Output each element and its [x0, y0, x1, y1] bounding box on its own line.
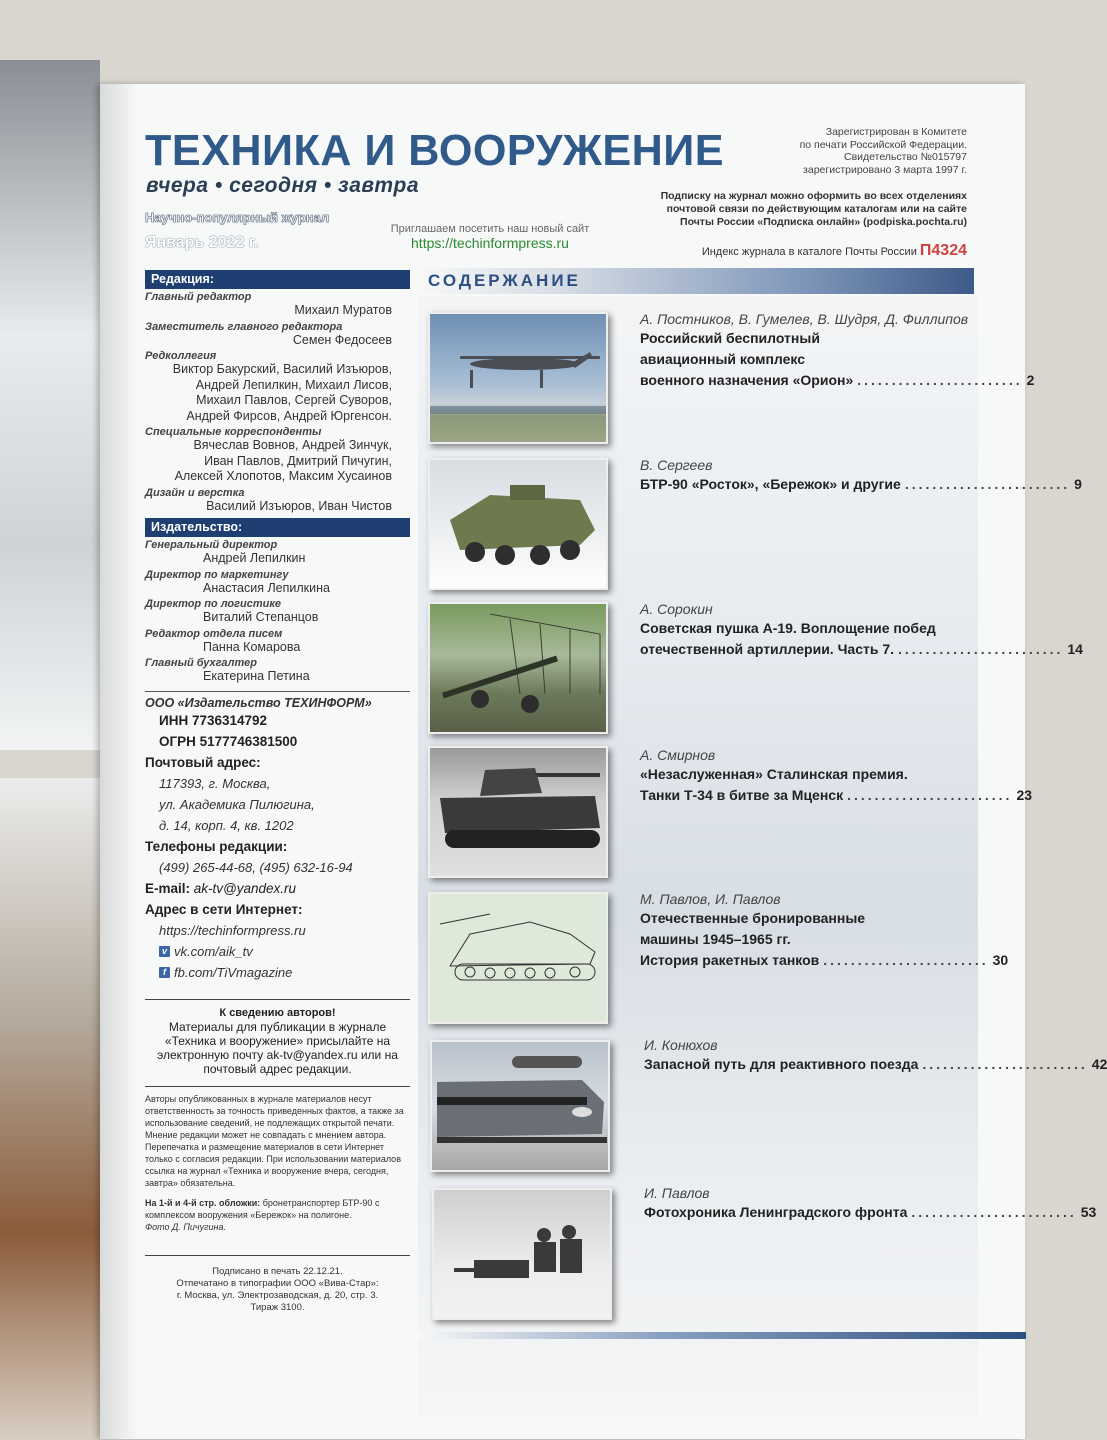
tank-illustration	[430, 748, 606, 876]
bottom-bar	[418, 1332, 1026, 1339]
correspondents-role: Специальные корреспонденты	[145, 426, 322, 438]
invite-text: Приглашаем посетить наш новый сайт	[390, 223, 590, 235]
vk-row	[159, 941, 410, 962]
entry-title: отечественной артиллерии. Часть 7.	[640, 641, 895, 657]
registration-line: Зарегистрирован в Комитете	[825, 126, 967, 138]
entry-author: А. Постников, В. Гумелев, В. Шудря, Д. Филлипов	[640, 311, 969, 327]
company-name: ООО «Издательство ТЕХИНФОРМ»	[145, 695, 372, 710]
entry-title: Фотохроника Ленинградского фронта	[644, 1204, 908, 1220]
entry-page: 14	[1067, 641, 1083, 657]
correspondents-names: Иван Павлов, Дмитрий Пичугин,	[204, 453, 392, 468]
entry-title-last	[640, 639, 1083, 660]
letters-role: Редактор отдела писем	[145, 627, 283, 640]
issue-date: Январь 2022 г.	[145, 234, 259, 251]
letters-name: Панна Комарова	[203, 639, 301, 654]
email-link[interactable]: ak-tv@yandex.ru	[193, 880, 297, 896]
toc-entry-2[interactable]	[640, 456, 1082, 495]
logistics-name: Виталий Степанцов	[203, 610, 319, 624]
board-role: Редколлегия	[145, 350, 217, 362]
phones-value: (499) 265-44-68, (495) 632-16-94	[159, 859, 353, 875]
entry-page: 30	[992, 952, 1009, 968]
drone-illustration	[430, 314, 606, 442]
thumb-rocket-tank	[428, 892, 608, 1024]
gd-role: Генеральный директор	[145, 539, 278, 551]
entry-page: 53	[1080, 1204, 1097, 1220]
chief-editor-name: Михаил Муратов	[294, 303, 392, 317]
entry-page: 42	[1091, 1056, 1107, 1072]
toc-entry-1[interactable]	[640, 310, 1035, 391]
design-names: Василий Изъюров, Иван Чистов	[206, 498, 392, 513]
disclaimer: Авторы опубликованных в журнале материалов несут ответственность за точность приведенных фактов, а также за использование сведений, не подлежащих открытой печати. Мнение редакции может не совпадать с мнением автора. Перепечатка и размещение материалов в сети Интернет только с согласия редакции. При использовании материалов ссылка на журнал «Техника и вооружение вчера, сегодня, завтра» обязательна.	[145, 1093, 404, 1188]
entry-page: 2	[1026, 372, 1035, 388]
toc-entry-4[interactable]	[640, 746, 1033, 806]
entry-title: Танки Т-34 в битве за Мценск	[640, 787, 844, 803]
gd-name: Андрей Лепилкин	[203, 551, 306, 565]
thumb-a19-gun	[428, 602, 608, 734]
fb-link[interactable]: fb.com/TiVmagazine	[174, 964, 293, 980]
entry-title-line: Советская пушка А-19. Воплощение побед	[640, 620, 936, 636]
cover-photo-credit: Фото Д. Пичугина.	[145, 1221, 226, 1232]
entry-title-last	[640, 474, 1082, 495]
authors-note-title: К сведению авторов!	[219, 1006, 336, 1019]
catalog-index	[567, 242, 967, 260]
facebook-icon: f	[159, 967, 170, 978]
web-label: Адрес в сети Интернет:	[145, 901, 303, 917]
gun-illustration	[430, 604, 606, 732]
email-label: E-mail:	[145, 880, 191, 896]
printing-line: г. Москва, ул. Электрозаводская, д. 20, стр. 3.	[176, 1289, 379, 1301]
cover-note-text: бронетранспортер БТР-90 с комплексом вооружения «Бережок» на полигоне.	[145, 1197, 380, 1220]
toc-entry-6[interactable]	[644, 1036, 1107, 1075]
entry-author: И. Конюхов	[644, 1037, 718, 1053]
entry-page: 23	[1016, 787, 1033, 803]
correspondents-names: Алексей Хлопотов, Максим Хусаинов	[174, 469, 392, 483]
accountant-name: Екатерина Петина	[203, 669, 310, 683]
entry-page: 9	[1074, 476, 1082, 492]
registration-info	[637, 126, 967, 176]
fb-row	[159, 962, 410, 983]
thumb-t34	[428, 746, 608, 878]
magazine-title: ТЕХНИКА И ВООРУЖЕНИЕ	[145, 126, 724, 175]
postal-label: Почтовый адрес:	[145, 754, 261, 770]
logistics-role: Директор по логистике	[145, 598, 282, 610]
jet-train-illustration	[432, 1042, 608, 1170]
entry-title-last	[644, 1202, 1097, 1223]
thumb-leningrad	[432, 1188, 612, 1320]
leader-dots: ........................	[904, 476, 1071, 492]
entry-title-line: авиационный комплекс	[640, 351, 806, 367]
publisher-heading: Издательство:	[145, 518, 410, 537]
registration-line: зарегистрировано 3 марта 1997 г.	[803, 163, 967, 176]
deputy-editor-name: Семен Федосеев	[292, 332, 392, 347]
chief-editor-role: Главный редактор	[145, 291, 252, 303]
entry-title: БТР-90 «Росток», «Бережок» и другие	[640, 476, 901, 492]
board-names: Виктор Бакурский, Василий Изъюров,	[172, 362, 392, 376]
vk-link[interactable]: vk.com/aik_tv	[174, 943, 253, 959]
entry-title-line: машины 1945–1965 гг.	[640, 931, 791, 947]
leader-dots: ........................	[857, 372, 1023, 388]
adjacent-page-photo	[0, 60, 100, 1440]
printing-line: Подписано в печать 22.12.21.	[212, 1265, 343, 1277]
divider	[145, 691, 410, 692]
correspondents-names: Вячеслав Вовнов, Андрей Зинчук,	[193, 438, 392, 452]
photo-gap	[0, 750, 100, 778]
web-link[interactable]: https://techinformpress.ru	[159, 922, 306, 938]
postal-line: 117393, г. Москва,	[159, 775, 271, 791]
cover-note-label: На 1-й и 4-й стр. обложки:	[145, 1197, 261, 1208]
toc-header	[418, 268, 974, 294]
entry-title-line: Отечественные бронированные	[640, 910, 866, 926]
masthead	[145, 126, 724, 198]
marketing-role: Директор по маркетингу	[145, 568, 289, 581]
thumb-jet-train	[430, 1040, 610, 1172]
entry-author: А. Сорокин	[640, 601, 713, 617]
leader-dots: ........................	[847, 787, 1013, 803]
entry-author: А. Смирнов	[640, 747, 716, 763]
index-code: П4324	[919, 242, 967, 259]
authors-note-text: Материалы для публикации в журнале «Техника и вооружение» присылайте на электронную почту ak-tv@yandex.ru или на почтовый адрес редакции.	[157, 1019, 398, 1076]
accountant-role: Главный бухгалтер	[145, 657, 257, 669]
thumb-btr90	[428, 458, 608, 590]
entry-author: М. Павлов, И. Павлов	[640, 891, 781, 907]
toc-heading: СОДЕРЖАНИЕ	[428, 271, 581, 290]
leader-dots: ........................	[823, 952, 989, 968]
toc-entry-7[interactable]	[644, 1184, 1097, 1223]
subscription-line: почтовой связи по действующим каталогам или на сайте	[666, 203, 967, 215]
deputy-editor-role: Заместитель главного редактора	[145, 320, 343, 333]
magazine-page	[100, 84, 1107, 1439]
editorial-heading: Редакция:	[145, 270, 410, 289]
subscription-info	[607, 190, 967, 229]
site-url-link[interactable]: https://techinformpress.ru	[411, 235, 569, 251]
toc-entry-5[interactable]	[640, 890, 1009, 971]
btr-illustration	[430, 460, 606, 588]
entry-title-last	[644, 1054, 1107, 1075]
postal-line: ул. Академика Пилюгина,	[159, 796, 315, 812]
entry-author: И. Павлов	[644, 1185, 710, 1201]
printing-line: Отпечатано в типографии ООО «Вива-Стар»:	[176, 1277, 379, 1289]
magazine-subtitle: вчера • сегодня • завтра	[146, 174, 419, 197]
inn-value: ИНН 7736314792	[159, 712, 268, 728]
marketing-name: Анастасия Лепилкина	[203, 580, 330, 595]
printing-line: Тираж 3100.	[250, 1301, 305, 1313]
fine-print	[145, 1086, 410, 1233]
leader-dots: ........................	[898, 641, 1064, 657]
ogrn-value: ОГРН 5177746381500	[159, 733, 298, 749]
vk-icon: v	[159, 946, 170, 957]
entry-title: История ракетных танков	[640, 952, 820, 968]
entry-author: В. Сергеев	[640, 457, 713, 473]
entry-title-line: «Незаслуженная» Сталинская премия.	[640, 766, 908, 782]
subscription-line: Почты России «Подписка онлайн» (podpiska.pochta.ru)	[680, 216, 967, 228]
thumb-drone	[428, 312, 608, 444]
inn	[159, 710, 410, 731]
index-label: Индекс журнала в каталоге Почты России	[701, 246, 917, 258]
entry-title-last	[640, 370, 1035, 391]
postal-line: д. 14, корп. 4, кв. 1202	[159, 817, 294, 833]
board-names: Андрей Фирсов, Андрей Юргенсон.	[186, 408, 392, 423]
ogrn	[159, 731, 410, 752]
phones-label: Телефоны редакции:	[145, 838, 288, 854]
entry-title-line: Российский беспилотный	[640, 330, 820, 346]
subscription-line: Подписку на журнал можно оформить во всех отделениях	[660, 190, 967, 202]
email-row	[145, 878, 410, 899]
registration-line: Свидетельство №015797	[843, 151, 967, 163]
soldiers-illustration	[434, 1190, 610, 1318]
imprint-column	[145, 270, 410, 1314]
registration-line: по печати Российской Федерации.	[799, 138, 967, 151]
design-role: Дизайн и верстка	[145, 486, 245, 499]
leader-dots: ........................	[911, 1204, 1077, 1220]
rocket-tank-drawing	[430, 894, 606, 1022]
entry-title-last	[640, 785, 1033, 806]
printing-info	[145, 1255, 410, 1314]
entry-title-last	[640, 950, 1009, 971]
magazine-type: Научно-популярный журнал	[145, 210, 330, 225]
board-names: Михаил Павлов, Сергей Суворов,	[196, 393, 392, 407]
cover-note	[145, 1197, 410, 1233]
leader-dots: ........................	[922, 1056, 1088, 1072]
toc-entry-3[interactable]	[640, 600, 1083, 660]
entry-title: военного назначения «Орион»	[640, 372, 854, 388]
authors-note	[145, 999, 410, 1076]
board-names: Андрей Лепилкин, Михаил Лисов,	[195, 377, 392, 392]
entry-title: Запасной путь для реактивного поезда	[644, 1056, 919, 1072]
